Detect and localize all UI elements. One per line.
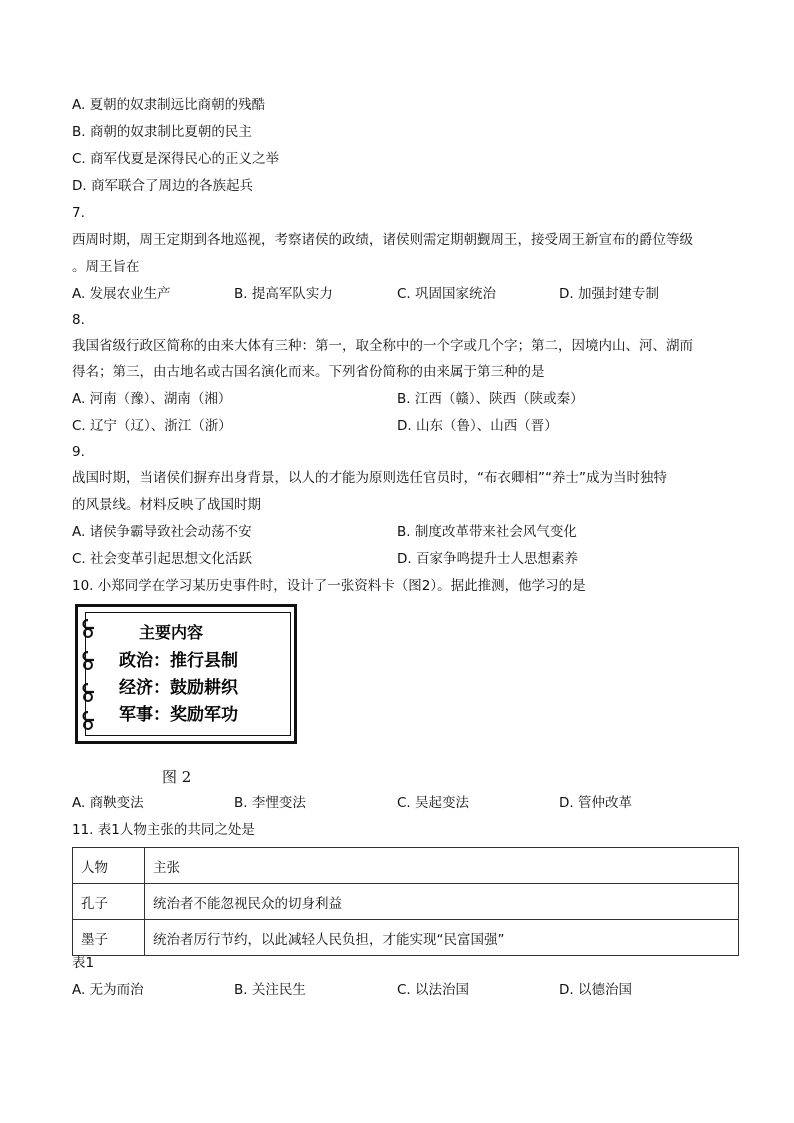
binder-ring-icon [80,710,96,732]
q9-option-a: A. 诸侯争霸导致社会动荡不安 [72,524,252,540]
card-row-politics: 政治：推行县制 [119,651,238,671]
q11-option-b: B. 关注民生 [234,982,306,998]
card-title: 主要内容 [139,623,204,642]
q10-option-c: C. 吴起变法 [397,795,470,811]
q9-number: 9. [72,444,85,460]
table-cell-claim: 统治者不能忽视民众的切身利益 [145,884,739,920]
figure-caption: 图 2 [162,768,192,786]
binder-ring-icon [80,650,96,672]
q10-option-a: A. 商鞅变法 [72,795,144,811]
q7-number: 7. [72,205,85,221]
q6-option-a: A. 夏朝的奴隶制远比商朝的残酷 [72,97,266,113]
q8-stem-line2: 得名；第三，由古地名或古国名演化而来。下列省份简称的由来属于第三种的是 [72,364,545,380]
table-label: 表1 [72,955,95,971]
q7-stem-line1: 西周时期，周王定期到各地巡视，考察诸侯的政绩，诸侯则需定期朝觐周王，接受周王新宣布的爵位等级 [72,232,693,248]
binder-ring-icon [80,682,96,704]
q9-option-b: B. 制度改革带来社会风气变化 [397,524,577,540]
q10-option-b: B. 李悝变法 [234,795,306,811]
q7-option-c: C. 巩固国家统治 [397,286,497,302]
q9-option-c: C. 社会变革引起思想文化活跃 [72,551,253,567]
q8-option-c: C. 辽宁（辽）、浙江（浙） [72,418,232,434]
table-cell-claim: 统治者厉行节约，以此减轻人民负担，才能实现“民富国强” [145,920,739,956]
material-card-figure [75,604,297,744]
q7-stem-line2: 。周王旨在 [72,259,140,275]
q9-option-d: D. 百家争鸣提升士人思想素养 [397,551,578,567]
card-row-economy: 经济：鼓励耕织 [119,678,238,698]
q7-option-d: D. 加强封建专制 [559,286,659,302]
card-row-military: 军事：奖励军功 [119,705,238,725]
q11-stem: 11. 表1人物主张的共同之处是 [72,822,255,838]
table-row [73,884,739,920]
q6-option-c: C. 商军伐夏是深得民心的正义之举 [72,151,280,167]
q8-option-a: A. 河南（豫）、湖南（湘） [72,391,232,407]
q6-option-b: B. 商朝的奴隶制比夏朝的民主 [72,124,252,140]
q11-table [72,847,739,956]
table-header-cell: 主张 [145,848,739,884]
q10-stem: 10. 小郑同学在学习某历史事件时，设计了一张资料卡（图2）。据此推测，他学习的是 [72,578,586,594]
table-cell-person: 墨子 [73,920,145,956]
q8-stem-line1: 我国省级行政区简称的由来大体有三种：第一，取全称中的一个字或几个字；第二，因境内山、河、湖而 [72,338,693,354]
q11-option-c: C. 以法治国 [397,982,470,998]
q7-option-a: A. 发展农业生产 [72,286,171,302]
q9-stem-line2: 的风景线。材料反映了战国时期 [72,497,261,513]
table-row [73,920,739,956]
table-header-cell: 人物 [73,848,145,884]
q8-option-b: B. 江西（赣）、陕西（陕或秦） [397,391,584,407]
q8-number: 8. [72,312,85,328]
table-header-row [73,848,739,884]
q9-stem-line1: 战国时期，当诸侯们摒弃出身背景，以人的才能为原则选任官员时，“布衣卿相”“养士”成为当时独特 [72,470,667,486]
q11-option-a: A. 无为而治 [72,982,144,998]
q8-option-d: D. 山东（鲁）、山西（晋） [397,418,558,434]
q10-option-d: D. 管仲改革 [559,795,632,811]
binder-ring-icon [80,618,96,640]
q7-option-b: B. 提高军队实力 [234,286,333,302]
q6-option-d: D. 商军联合了周边的各族起兵 [72,178,253,194]
table-cell-person: 孔子 [73,884,145,920]
q11-option-d: D. 以德治国 [559,982,632,998]
